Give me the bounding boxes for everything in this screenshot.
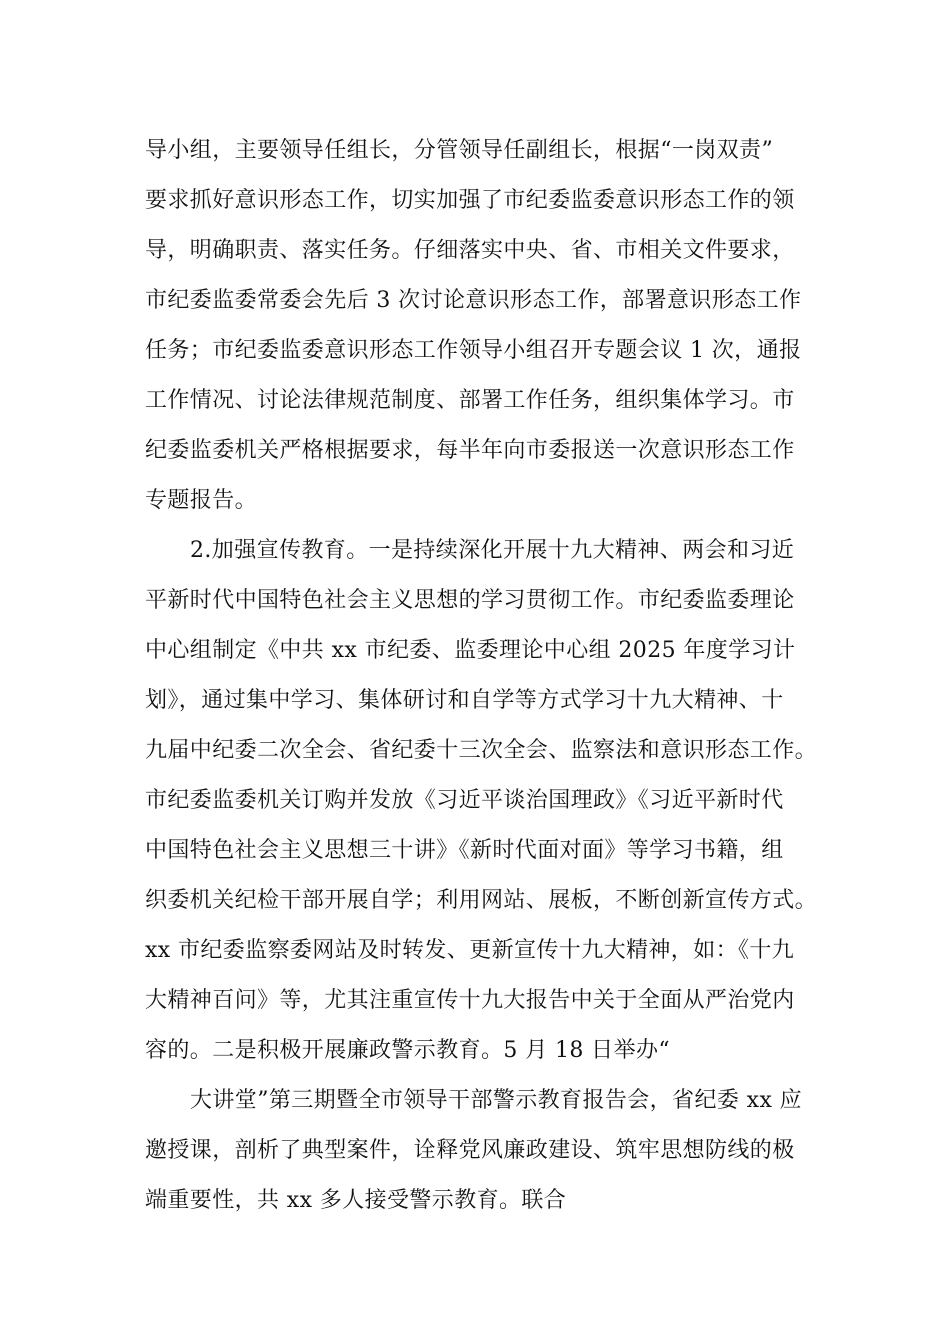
text-line: 市纪委监委常委会先后 3 次讨论意识形态工作，部署意识形态工作: [145, 288, 802, 313]
text-line: xx 市纪委监察委网站及时转发、更新宣传十九大精神，如：《十九: [145, 938, 795, 963]
text-line: 划》，通过集中学习、集体研讨和自学等方式学习十九大精神、十: [145, 688, 784, 713]
paragraph-start-line: 2.加强宣传教育。一是持续深化开展十九大精神、两会和习近: [190, 538, 795, 563]
text-line: 中心组制定《中共 xx 市纪委、监委理论中心组 2025 年度学习计: [145, 638, 796, 663]
text-line: 容的。二是积极开展廉政警示教育。5 月 18 日举办“: [145, 1038, 671, 1063]
paragraph-start-line: 大讲堂”第三期暨全市领导干部警示教育报告会，省纪委 xx 应: [190, 1088, 803, 1113]
text-line: 工作情况、讨论法律规范制度、部署工作任务，组织集体学习。市: [145, 388, 795, 413]
text-line: 专题报告。: [145, 488, 258, 513]
text-line: 纪委监委机关严格根据要求，每半年向市委报送一次意识形态工作: [145, 438, 795, 463]
text-line: 平新时代中国特色社会主义思想的学习贯彻工作。市纪委监委理论: [145, 588, 795, 613]
text-line: 织委机关纪检干部开展自学；利用网站、展板，不断创新宣传方式。: [145, 888, 818, 913]
text-line: 要求抓好意识形态工作，切实加强了市纪委监委意识形态工作的领: [145, 188, 795, 213]
text-line: 九届中纪委二次全会、省纪委十三次全会、监察法和意识形态工作。: [145, 738, 818, 763]
text-line: 大精神百问》等，尤其注重宣传十九大报告中关于全面从严治党内: [145, 988, 795, 1013]
text-line: 端重要性，共 xx 多人接受警示教育。联合: [145, 1188, 567, 1213]
text-line: 任务；市纪委监委意识形态工作领导小组召开专题会议 1 次，通报: [145, 338, 802, 363]
text-line: 市纪委监委机关订购并发放《习近平谈治国理政》《习近平新时代: [145, 788, 784, 813]
text-line: 导，明确职责、落实任务。仔细落实中央、省、市相关文件要求，: [145, 238, 795, 263]
text-line: 中国特色社会主义思想三十讲》《新时代面对面》等学习书籍，组: [145, 838, 784, 863]
text-line: 邀授课，剖析了典型案件，诠释党风廉政建设、筑牢思想防线的极: [145, 1138, 795, 1163]
text-line: 导小组，主要领导任组长，分管领导任副组长，根据“一岗双责”: [145, 138, 774, 163]
